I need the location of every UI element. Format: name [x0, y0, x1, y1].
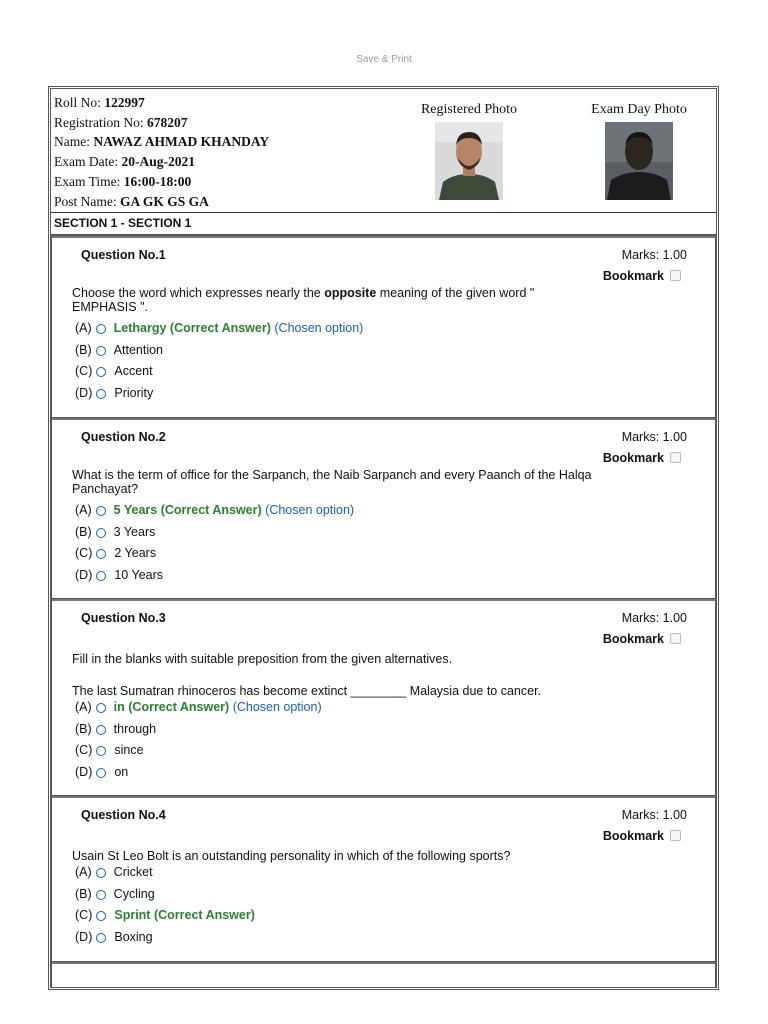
- exam-date-row: [54, 152, 269, 172]
- option-key: (C): [75, 546, 93, 560]
- option-key: (B): [75, 524, 92, 539]
- radio-icon[interactable]: [96, 746, 106, 756]
- registration-row: [54, 113, 269, 133]
- option-key: (D): [75, 929, 93, 944]
- radio-icon[interactable]: [96, 571, 106, 581]
- bookmark-checkbox[interactable]: [670, 270, 681, 281]
- option-text-correct: 5 Years (Correct Answer): [113, 503, 262, 517]
- registered-photo-label: Registered Photo: [420, 102, 518, 117]
- option-text-correct: Lethargy (Correct Answer): [113, 321, 271, 335]
- option-key: (B): [75, 342, 92, 357]
- option-key: (A): [75, 503, 92, 517]
- post-name-label: Post Name:: [54, 193, 120, 209]
- chosen-option-tag: (Chosen option): [265, 503, 355, 517]
- radio-icon[interactable]: [96, 768, 106, 778]
- post-name-row: [54, 192, 269, 212]
- question-title: Question No.3: [81, 611, 166, 625]
- option-c[interactable]: [75, 361, 363, 383]
- option-c[interactable]: [75, 543, 354, 565]
- radio-icon[interactable]: [96, 367, 106, 377]
- question-title: Question No.1: [81, 248, 166, 262]
- option-text: Cycling: [113, 886, 155, 901]
- exam-time-value: 16:00-18:00: [123, 173, 192, 189]
- candidate-header: [51, 89, 716, 213]
- registered-photo-block: [410, 102, 528, 204]
- save-print-link[interactable]: Save & Print: [356, 54, 412, 65]
- registration-value: 678207: [147, 114, 188, 130]
- question-card-5: [51, 962, 716, 990]
- option-text: Priority: [114, 385, 154, 400]
- exam-day-photo-block: [581, 102, 697, 204]
- bookmark-label: Bookmark: [602, 829, 664, 843]
- option-key: (D): [75, 764, 93, 779]
- exam-date-value: 20-Aug-2021: [121, 154, 195, 170]
- bookmark-toggle[interactable]: [603, 829, 681, 843]
- option-text: Accent: [114, 364, 153, 378]
- option-text: 2 Years: [114, 546, 157, 560]
- radio-icon[interactable]: [96, 506, 106, 516]
- question-card-2: [51, 418, 716, 599]
- option-d[interactable]: [75, 927, 255, 949]
- options-list: [75, 318, 363, 404]
- option-key: (C): [75, 364, 93, 378]
- candidate-info: [54, 93, 269, 211]
- radio-icon[interactable]: [96, 346, 106, 356]
- option-b[interactable]: [75, 719, 322, 741]
- question-marks: Marks: 1.00: [621, 808, 687, 822]
- option-b[interactable]: [75, 340, 363, 362]
- bookmark-toggle[interactable]: [603, 632, 681, 646]
- options-list: [75, 862, 255, 948]
- option-text: Attention: [113, 342, 164, 357]
- option-a[interactable]: [75, 318, 363, 340]
- option-text: on: [114, 764, 129, 779]
- radio-icon[interactable]: [96, 703, 106, 713]
- option-key: (C): [75, 908, 93, 922]
- option-d[interactable]: [75, 762, 322, 784]
- radio-icon[interactable]: [96, 528, 106, 538]
- question-marks: Marks: 1.00: [621, 611, 687, 625]
- radio-icon[interactable]: [96, 389, 106, 399]
- option-c[interactable]: [75, 740, 322, 762]
- registered-photo: [435, 122, 503, 200]
- bookmark-checkbox[interactable]: [670, 830, 681, 841]
- name-value: NAWAZ AHMAD KHANDAY: [93, 134, 270, 150]
- option-key: (A): [75, 865, 92, 879]
- chosen-option-tag: (Chosen option): [274, 321, 364, 335]
- radio-icon[interactable]: [96, 933, 106, 943]
- radio-icon[interactable]: [96, 549, 106, 559]
- question-title: Question No.2: [81, 430, 166, 444]
- option-b[interactable]: [75, 884, 255, 906]
- question-text-emphasis: opposite: [324, 286, 377, 300]
- roll-no-row: [54, 93, 269, 113]
- question-text-part: meaning of the given word " EMPHASIS ".: [72, 286, 535, 314]
- question-marks: Marks: 1.00: [621, 248, 687, 262]
- exam-date-label: Exam Date:: [54, 154, 122, 170]
- option-key: (A): [75, 321, 92, 335]
- option-a[interactable]: [75, 862, 255, 884]
- radio-icon[interactable]: [96, 890, 106, 900]
- question-card-3: [51, 599, 716, 796]
- question-title: Question No.4: [81, 808, 166, 822]
- question-text: Fill in the blanks with suitable preposition from the given alternatives.: [72, 652, 453, 666]
- question-text: What is the term of office for the Sarpanch, the Naib Sarpanch and every Paanch of the Halqa Panchayat?: [72, 468, 592, 496]
- options-list: [75, 500, 354, 586]
- option-text: since: [114, 743, 144, 757]
- options-list: [75, 697, 322, 783]
- question-marks: Marks: 1.00: [621, 430, 687, 444]
- option-key: (A): [75, 700, 92, 714]
- name-row: [54, 132, 269, 152]
- question-text-part: Choose the word which expresses nearly the: [72, 286, 325, 300]
- option-c[interactable]: [75, 905, 255, 927]
- option-text: 10 Years: [114, 567, 164, 582]
- option-text: through: [113, 721, 157, 736]
- exam-time-label: Exam Time:: [54, 173, 124, 189]
- radio-icon[interactable]: [96, 868, 106, 878]
- option-text: 3 Years: [113, 524, 156, 539]
- option-a[interactable]: [75, 500, 354, 522]
- option-text-correct: in (Correct Answer): [113, 700, 230, 714]
- question-card-4: [51, 796, 716, 962]
- radio-icon[interactable]: [96, 911, 106, 921]
- option-key: (C): [75, 743, 93, 757]
- option-key: (B): [75, 721, 92, 736]
- bookmark-label: Bookmark: [602, 632, 664, 646]
- option-text: Boxing: [114, 929, 153, 944]
- roll-no-label: Roll No:: [54, 95, 105, 110]
- exam-day-photo: [605, 122, 673, 200]
- option-d[interactable]: [75, 383, 363, 405]
- option-key: (D): [75, 567, 93, 582]
- exam-time-row: [54, 172, 269, 192]
- question-sentence: The last Sumatran rhinoceros has become extinct ________ Malaysia due to cancer.: [72, 684, 542, 698]
- radio-icon[interactable]: [96, 324, 106, 334]
- option-d[interactable]: [75, 565, 354, 587]
- bookmark-toggle[interactable]: [603, 269, 681, 283]
- bookmark-label: Bookmark: [602, 451, 664, 465]
- bookmark-label: Bookmark: [602, 269, 664, 283]
- bookmark-toggle[interactable]: [603, 451, 681, 465]
- bookmark-checkbox[interactable]: [670, 452, 681, 463]
- option-a[interactable]: [75, 697, 322, 719]
- section-title: SECTION 1 - SECTION 1: [51, 213, 716, 236]
- question-text: Usain St Leo Bolt is an outstanding personality in which of the following sports?: [72, 849, 511, 863]
- roll-no-value: 122997: [104, 95, 145, 110]
- option-text: Cricket: [113, 865, 153, 879]
- question-card-1: [51, 236, 716, 418]
- option-b[interactable]: [75, 522, 354, 544]
- option-text-correct: Sprint (Correct Answer): [114, 908, 255, 922]
- post-name-value: GA GK GS GA: [120, 193, 209, 209]
- name-label: Name:: [54, 134, 94, 150]
- bookmark-checkbox[interactable]: [670, 633, 681, 644]
- exam-day-photo-label: Exam Day Photo: [591, 102, 687, 117]
- chosen-option-tag: (Chosen option): [232, 700, 322, 714]
- option-key: (D): [75, 385, 93, 400]
- option-key: (B): [75, 886, 92, 901]
- response-sheet: [48, 86, 719, 990]
- radio-icon[interactable]: [96, 725, 106, 735]
- question-text: [72, 286, 602, 314]
- registration-label: Registration No:: [54, 114, 147, 130]
